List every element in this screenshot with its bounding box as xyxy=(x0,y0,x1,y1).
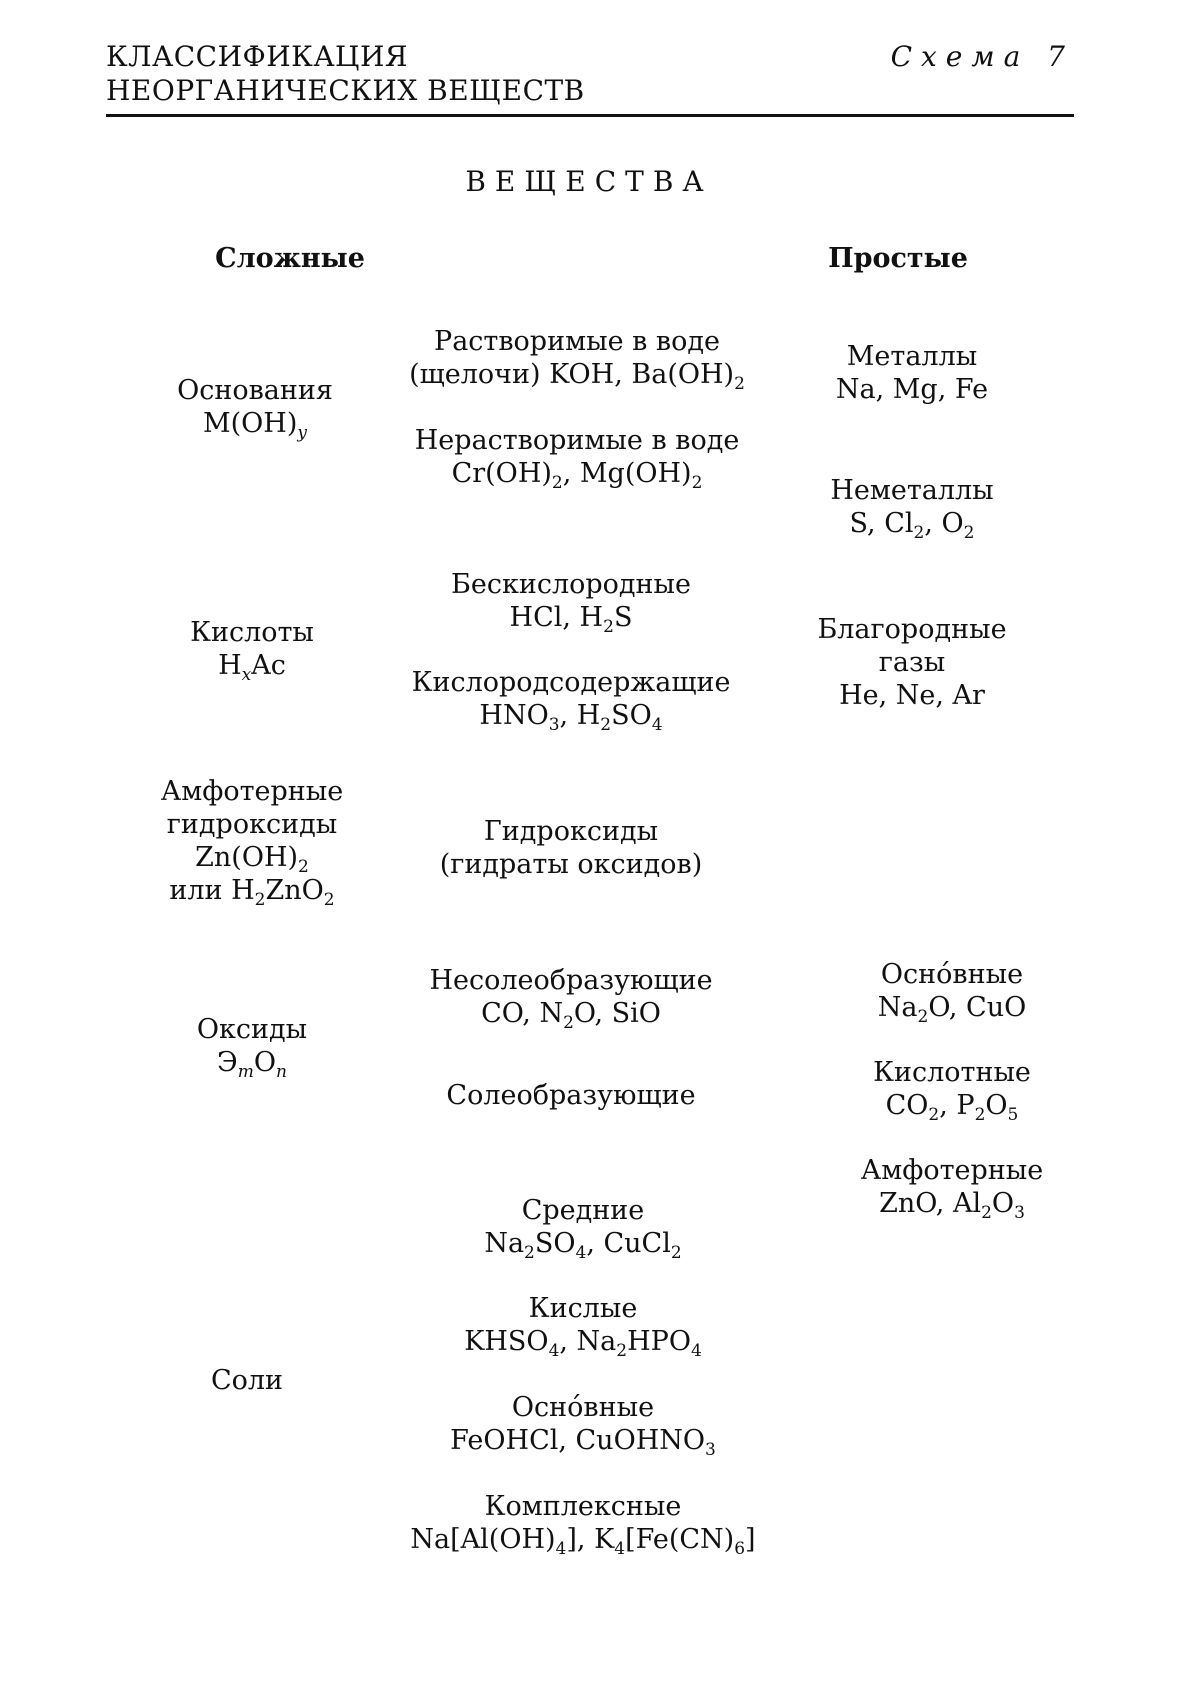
acids-formula: $H_xAc$ xyxy=(218,650,286,685)
soluble-formula: (щелочи) KOH, $Ba(OH)_2$ xyxy=(409,359,745,394)
insoluble-bases-block xyxy=(414,424,740,493)
basic-salts-block xyxy=(450,1391,716,1460)
noble-gases-block xyxy=(817,613,1006,712)
nonsalt-formula: CO, $N_2O$, SiO xyxy=(481,998,661,1033)
hydroxides-label: Гидроксиды xyxy=(483,816,659,847)
amph-oxides-formula: ZnO, $Al_2O_3$ xyxy=(879,1188,1025,1223)
oxygencont-formula: $HNO_3$, $H_2SO_4$ xyxy=(479,700,663,735)
metals-block xyxy=(836,340,988,406)
basic-salts-label: Осно́вные xyxy=(511,1392,655,1423)
acidic-oxides-block xyxy=(873,1056,1031,1125)
oxygen-acids-block xyxy=(411,666,731,735)
saltform-label: Солеобразующие xyxy=(446,1080,696,1111)
header-line-1: КЛАССИФИКАЦИЯ xyxy=(106,40,408,73)
saltforming-oxides-block xyxy=(446,1079,695,1112)
soluble-bases-block xyxy=(409,325,745,394)
bases-formula: $M(OH)_y$ xyxy=(202,408,307,443)
amphoteric-hydroxides-block xyxy=(160,775,344,910)
salts-label: Соли xyxy=(210,1365,284,1396)
basic-oxides-formula: $Na_2O$, CuO xyxy=(877,992,1027,1027)
nonsalt-oxides-block xyxy=(429,964,713,1033)
complex-salts-block xyxy=(410,1490,756,1559)
basic-oxides-block xyxy=(877,958,1027,1027)
amph-oxides-label: Амфотерные xyxy=(860,1155,1044,1186)
page-title: ВЕЩЕСТВА xyxy=(465,165,713,198)
metals-label: Металлы xyxy=(846,341,978,372)
salts-block xyxy=(211,1364,283,1397)
scheme-label: Схема 7 xyxy=(890,40,1074,73)
oxygenfree-formula: HCl, $H_2S$ xyxy=(509,602,633,637)
nonmetals-examples: S, $Cl_2$, $O_2$ xyxy=(849,508,975,543)
acidic-salts-label: Кислые xyxy=(528,1293,638,1324)
amph-formula-1: $Zn(OH)_2$ xyxy=(195,842,309,877)
column-simple: Простые xyxy=(828,243,968,274)
nonmetals-label: Неметаллы xyxy=(830,475,994,506)
oxygenfree-acids-block xyxy=(451,568,691,637)
acids-label: Кислоты xyxy=(190,617,314,648)
oxygenfree-label: Бескислородные xyxy=(451,569,691,600)
bases-block xyxy=(177,374,333,443)
insoluble-formula: $Cr(OH)_2$, $Mg(OH)_2$ xyxy=(451,458,703,493)
middle-salts-label: Средние xyxy=(521,1195,645,1226)
middle-salts-block xyxy=(484,1194,682,1263)
header-divider xyxy=(106,114,1074,117)
bases-label: Основания xyxy=(177,375,333,406)
amph-label-2: гидроксиды xyxy=(166,809,338,840)
basic-oxides-label: Осно́вные xyxy=(880,959,1024,990)
amph-formula-2: или $H_2ZnO_2$ xyxy=(169,875,335,910)
complex-salts-formula: $Na[Al(OH)_4]$, $K_4[Fe(CN)_6]$ xyxy=(410,1524,756,1559)
basic-salts-formula: FeOHCl, CuOHNO$_3$ xyxy=(450,1425,716,1460)
middle-salts-formula: $Na_2SO_4$, CuCl$_2$ xyxy=(484,1228,682,1263)
column-complex: Сложные xyxy=(215,243,365,274)
oxides-formula: $Э_mO_n$ xyxy=(217,1047,287,1082)
nonsalt-label: Несолеобразующие xyxy=(429,965,713,996)
noble-examples: He, Ne, Ar xyxy=(839,680,985,711)
insoluble-label: Нерастворимые в воде xyxy=(414,425,740,456)
oxides-block xyxy=(196,1013,308,1082)
amphoteric-oxides-block xyxy=(860,1154,1044,1223)
acidic-salts-formula: $KHSO_4$, $Na_2HPO_4$ xyxy=(464,1326,702,1361)
page-header xyxy=(106,40,585,108)
complex-salts-label: Комплексные xyxy=(484,1491,682,1522)
nonmetals-block xyxy=(830,474,994,543)
header-line-2: НЕОРГАНИЧЕСКИХ ВЕЩЕСТВ xyxy=(106,74,585,107)
hydroxides-block xyxy=(440,815,703,881)
acidic-oxides-formula: $CO_2$, $P_2O_5$ xyxy=(885,1090,1019,1125)
noble-label-2: газы xyxy=(878,647,946,678)
soluble-label: Растворимые в воде xyxy=(434,326,720,357)
acidic-oxides-label: Кислотные xyxy=(873,1057,1031,1088)
acids-block xyxy=(190,616,314,685)
noble-label-1: Благородные xyxy=(817,614,1007,645)
metals-examples: Na, Mg, Fe xyxy=(835,374,989,405)
acidic-salts-block xyxy=(464,1292,702,1361)
oxygencont-label: Кислородсодержащие xyxy=(411,667,731,698)
oxides-label: Оксиды xyxy=(196,1014,308,1045)
hydrates-label: (гидраты оксидов) xyxy=(439,849,703,880)
amph-label-1: Амфотерные xyxy=(160,776,344,807)
